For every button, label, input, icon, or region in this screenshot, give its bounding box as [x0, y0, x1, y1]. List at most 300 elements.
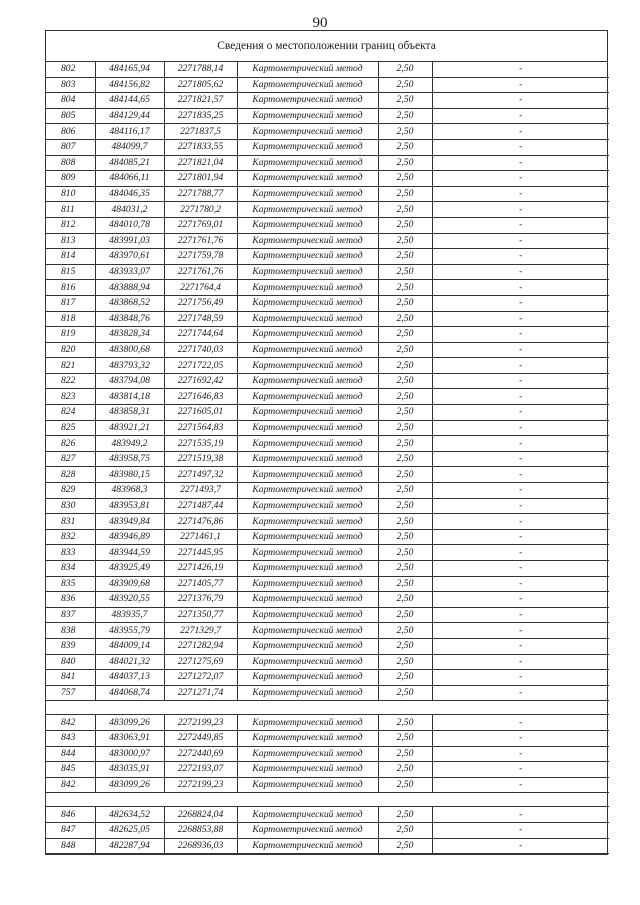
- point-number-cell: 817: [46, 295, 95, 311]
- table-row: [46, 62, 609, 77]
- precision-cell: 2,50: [378, 730, 432, 746]
- point-number-cell: 841: [46, 670, 95, 686]
- table-row: [46, 670, 609, 686]
- point-number-cell: 842: [46, 777, 95, 793]
- x-coordinate-cell: 483980,15: [95, 467, 164, 483]
- precision-cell: 2,50: [378, 777, 432, 793]
- point-number-cell: 804: [46, 93, 95, 109]
- table-row: [46, 807, 609, 823]
- description-cell: -: [432, 108, 609, 124]
- table-caption: Сведения о местоположении границ объекта: [46, 31, 607, 62]
- point-number-cell: 820: [46, 342, 95, 358]
- precision-cell: 2,50: [378, 561, 432, 577]
- description-cell: -: [432, 746, 609, 762]
- table-row: [46, 295, 609, 311]
- x-coordinate-cell: 483968,3: [95, 483, 164, 499]
- precision-cell: 2,50: [378, 822, 432, 838]
- precision-cell: 2,50: [378, 498, 432, 514]
- method-cell: Картометрический метод: [237, 264, 378, 280]
- y-coordinate-cell: 2271461,1: [164, 529, 237, 545]
- description-cell: -: [432, 124, 609, 140]
- table-row: [46, 171, 609, 187]
- description-cell: -: [432, 654, 609, 670]
- y-coordinate-cell: 2271275,69: [164, 654, 237, 670]
- method-cell: Картометрический метод: [237, 730, 378, 746]
- precision-cell: 2,50: [378, 638, 432, 654]
- table-row: [46, 654, 609, 670]
- y-coordinate-cell: 2271805,62: [164, 77, 237, 93]
- method-cell: Картометрический метод: [237, 514, 378, 530]
- description-cell: -: [432, 529, 609, 545]
- x-coordinate-cell: 483991,03: [95, 233, 164, 249]
- y-coordinate-cell: 2271759,78: [164, 249, 237, 265]
- x-coordinate-cell: 482634,52: [95, 807, 164, 823]
- method-cell: Картометрический метод: [237, 715, 378, 731]
- description-cell: -: [432, 762, 609, 778]
- x-coordinate-cell: 483793,32: [95, 358, 164, 374]
- method-cell: Картометрический метод: [237, 638, 378, 654]
- y-coordinate-cell: 2268936,03: [164, 838, 237, 854]
- table-row: [46, 514, 609, 530]
- method-cell: Картометрический метод: [237, 139, 378, 155]
- point-number-cell: 839: [46, 638, 95, 654]
- precision-cell: 2,50: [378, 715, 432, 731]
- table-row: [46, 762, 609, 778]
- precision-cell: 2,50: [378, 483, 432, 499]
- table-row: [46, 746, 609, 762]
- y-coordinate-cell: 2272199,23: [164, 715, 237, 731]
- precision-cell: 2,50: [378, 124, 432, 140]
- description-cell: -: [432, 670, 609, 686]
- x-coordinate-cell: 483970,61: [95, 249, 164, 265]
- precision-cell: 2,50: [378, 467, 432, 483]
- method-cell: Картометрический метод: [237, 746, 378, 762]
- point-number-cell: 846: [46, 807, 95, 823]
- precision-cell: 2,50: [378, 436, 432, 452]
- y-coordinate-cell: 2271405,77: [164, 576, 237, 592]
- method-cell: Картометрический метод: [237, 108, 378, 124]
- point-number-cell: 830: [46, 498, 95, 514]
- precision-cell: 2,50: [378, 155, 432, 171]
- precision-cell: 2,50: [378, 108, 432, 124]
- description-cell: -: [432, 451, 609, 467]
- method-cell: Картометрический метод: [237, 623, 378, 639]
- point-number-cell: 831: [46, 514, 95, 530]
- precision-cell: 2,50: [378, 62, 432, 77]
- method-cell: Картометрический метод: [237, 155, 378, 171]
- y-coordinate-cell: 2271764,4: [164, 280, 237, 296]
- y-coordinate-cell: 2271426,19: [164, 561, 237, 577]
- method-cell: Картометрический метод: [237, 436, 378, 452]
- y-coordinate-cell: 2271535,19: [164, 436, 237, 452]
- description-cell: -: [432, 62, 609, 77]
- x-coordinate-cell: 484009,14: [95, 638, 164, 654]
- method-cell: Картометрический метод: [237, 249, 378, 265]
- x-coordinate-cell: 483099,26: [95, 715, 164, 731]
- point-number-cell: 814: [46, 249, 95, 265]
- table-row: [46, 451, 609, 467]
- method-cell: Картометрический метод: [237, 93, 378, 109]
- table-row: [46, 592, 609, 608]
- method-cell: Картометрический метод: [237, 405, 378, 421]
- point-number-cell: 826: [46, 436, 95, 452]
- precision-cell: 2,50: [378, 77, 432, 93]
- x-coordinate-cell: 483909,68: [95, 576, 164, 592]
- precision-cell: 2,50: [378, 202, 432, 218]
- point-number-cell: 845: [46, 762, 95, 778]
- method-cell: Картометрический метод: [237, 685, 378, 701]
- table-row: [46, 139, 609, 155]
- precision-cell: 2,50: [378, 171, 432, 187]
- x-coordinate-cell: 484116,17: [95, 124, 164, 140]
- description-cell: -: [432, 358, 609, 374]
- y-coordinate-cell: 2272193,07: [164, 762, 237, 778]
- y-coordinate-cell: 2271722,05: [164, 358, 237, 374]
- description-cell: -: [432, 373, 609, 389]
- description-cell: -: [432, 777, 609, 793]
- description-cell: -: [432, 498, 609, 514]
- x-coordinate-cell: 483794,08: [95, 373, 164, 389]
- precision-cell: 2,50: [378, 545, 432, 561]
- precision-cell: 2,50: [378, 327, 432, 343]
- point-number-cell: 811: [46, 202, 95, 218]
- table-row: [46, 638, 609, 654]
- description-cell: -: [432, 311, 609, 327]
- table-row: [46, 358, 609, 374]
- y-coordinate-cell: 2271493,7: [164, 483, 237, 499]
- y-coordinate-cell: 2271821,04: [164, 155, 237, 171]
- description-cell: -: [432, 638, 609, 654]
- x-coordinate-cell: 483949,2: [95, 436, 164, 452]
- point-number-cell: 833: [46, 545, 95, 561]
- precision-cell: 2,50: [378, 529, 432, 545]
- point-number-cell: 808: [46, 155, 95, 171]
- table-row: [46, 715, 609, 731]
- table-row: [46, 124, 609, 140]
- point-number-cell: 832: [46, 529, 95, 545]
- description-cell: -: [432, 405, 609, 421]
- table-row: [46, 498, 609, 514]
- y-coordinate-cell: 2271788,14: [164, 62, 237, 77]
- description-cell: -: [432, 807, 609, 823]
- x-coordinate-cell: 483063,91: [95, 730, 164, 746]
- precision-cell: 2,50: [378, 311, 432, 327]
- precision-cell: 2,50: [378, 233, 432, 249]
- method-cell: Картометрический метод: [237, 451, 378, 467]
- table-row: [46, 420, 609, 436]
- precision-cell: 2,50: [378, 373, 432, 389]
- x-coordinate-cell: 483800,68: [95, 342, 164, 358]
- precision-cell: 2,50: [378, 685, 432, 701]
- precision-cell: 2,50: [378, 217, 432, 233]
- precision-cell: 2,50: [378, 280, 432, 296]
- precision-cell: 2,50: [378, 405, 432, 421]
- y-coordinate-cell: 2271519,38: [164, 451, 237, 467]
- table-row: [46, 838, 609, 854]
- method-cell: Картометрический метод: [237, 373, 378, 389]
- table-row: [46, 155, 609, 171]
- description-cell: -: [432, 217, 609, 233]
- point-number-cell: 828: [46, 467, 95, 483]
- x-coordinate-cell: 483946,89: [95, 529, 164, 545]
- y-coordinate-cell: 2271487,44: [164, 498, 237, 514]
- method-cell: Картометрический метод: [237, 124, 378, 140]
- point-number-cell: 802: [46, 62, 95, 77]
- precision-cell: 2,50: [378, 451, 432, 467]
- point-number-cell: 819: [46, 327, 95, 343]
- description-cell: -: [432, 171, 609, 187]
- x-coordinate-cell: 483000,97: [95, 746, 164, 762]
- method-cell: Картометрический метод: [237, 233, 378, 249]
- method-cell: Картометрический метод: [237, 483, 378, 499]
- point-number-cell: 842: [46, 715, 95, 731]
- y-coordinate-cell: 2271744,64: [164, 327, 237, 343]
- x-coordinate-cell: 483953,81: [95, 498, 164, 514]
- method-cell: Картометрический метод: [237, 295, 378, 311]
- method-cell: Картометрический метод: [237, 420, 378, 436]
- table-row: [46, 623, 609, 639]
- method-cell: Картометрический метод: [237, 77, 378, 93]
- y-coordinate-cell: 2271329,7: [164, 623, 237, 639]
- method-cell: Картометрический метод: [237, 498, 378, 514]
- description-cell: -: [432, 77, 609, 93]
- method-cell: Картометрический метод: [237, 576, 378, 592]
- precision-cell: 2,50: [378, 249, 432, 265]
- table-row: [46, 280, 609, 296]
- precision-cell: 2,50: [378, 607, 432, 623]
- x-coordinate-cell: 484066,11: [95, 171, 164, 187]
- y-coordinate-cell: 2271445,95: [164, 545, 237, 561]
- description-cell: -: [432, 295, 609, 311]
- point-number-cell: 836: [46, 592, 95, 608]
- group-separator-cell: [46, 793, 609, 807]
- description-cell: -: [432, 420, 609, 436]
- x-coordinate-cell: 484046,35: [95, 186, 164, 202]
- table-row: [46, 389, 609, 405]
- description-cell: -: [432, 838, 609, 854]
- method-cell: Картометрический метод: [237, 529, 378, 545]
- y-coordinate-cell: 2271605,01: [164, 405, 237, 421]
- description-cell: -: [432, 155, 609, 171]
- y-coordinate-cell: 2271692,42: [164, 373, 237, 389]
- point-number-cell: 822: [46, 373, 95, 389]
- method-cell: Картометрический метод: [237, 280, 378, 296]
- point-number-cell: 813: [46, 233, 95, 249]
- description-cell: -: [432, 576, 609, 592]
- method-cell: Картометрический метод: [237, 467, 378, 483]
- description-cell: -: [432, 545, 609, 561]
- x-coordinate-cell: 483848,76: [95, 311, 164, 327]
- x-coordinate-cell: 483868,52: [95, 295, 164, 311]
- method-cell: Картометрический метод: [237, 171, 378, 187]
- precision-cell: 2,50: [378, 576, 432, 592]
- method-cell: Картометрический метод: [237, 762, 378, 778]
- y-coordinate-cell: 2272440,69: [164, 746, 237, 762]
- x-coordinate-cell: 482287,94: [95, 838, 164, 854]
- point-number-cell: 812: [46, 217, 95, 233]
- x-coordinate-cell: 483828,34: [95, 327, 164, 343]
- description-cell: -: [432, 249, 609, 265]
- description-cell: -: [432, 436, 609, 452]
- description-cell: -: [432, 607, 609, 623]
- method-cell: Картометрический метод: [237, 327, 378, 343]
- point-number-cell: 821: [46, 358, 95, 374]
- boundary-sheet: [45, 30, 608, 855]
- x-coordinate-cell: 483858,31: [95, 405, 164, 421]
- x-coordinate-cell: 484031,2: [95, 202, 164, 218]
- precision-cell: 2,50: [378, 807, 432, 823]
- y-coordinate-cell: 2271788,77: [164, 186, 237, 202]
- x-coordinate-cell: 483920,55: [95, 592, 164, 608]
- x-coordinate-cell: 483955,79: [95, 623, 164, 639]
- x-coordinate-cell: 483035,91: [95, 762, 164, 778]
- y-coordinate-cell: 2271837,5: [164, 124, 237, 140]
- x-coordinate-cell: 484085,21: [95, 155, 164, 171]
- x-coordinate-cell: 483888,94: [95, 280, 164, 296]
- description-cell: -: [432, 93, 609, 109]
- y-coordinate-cell: 2271769,01: [164, 217, 237, 233]
- y-coordinate-cell: 2272199,23: [164, 777, 237, 793]
- y-coordinate-cell: 2271835,25: [164, 108, 237, 124]
- description-cell: -: [432, 342, 609, 358]
- point-number-cell: 834: [46, 561, 95, 577]
- table-row: [46, 77, 609, 93]
- y-coordinate-cell: 2271801,94: [164, 171, 237, 187]
- method-cell: Картометрический метод: [237, 62, 378, 77]
- precision-cell: 2,50: [378, 389, 432, 405]
- method-cell: Картометрический метод: [237, 777, 378, 793]
- x-coordinate-cell: 484156,82: [95, 77, 164, 93]
- y-coordinate-cell: 2271756,49: [164, 295, 237, 311]
- table-row: [46, 607, 609, 623]
- y-coordinate-cell: 2271564,83: [164, 420, 237, 436]
- y-coordinate-cell: 2271376,79: [164, 592, 237, 608]
- point-number-cell: 827: [46, 451, 95, 467]
- description-cell: -: [432, 264, 609, 280]
- y-coordinate-cell: 2271821,57: [164, 93, 237, 109]
- y-coordinate-cell: 2271350,77: [164, 607, 237, 623]
- point-number-cell: 838: [46, 623, 95, 639]
- description-cell: -: [432, 685, 609, 701]
- point-number-cell: 847: [46, 822, 95, 838]
- table-row: [46, 264, 609, 280]
- method-cell: Картометрический метод: [237, 202, 378, 218]
- point-number-cell: 816: [46, 280, 95, 296]
- point-number-cell: 807: [46, 139, 95, 155]
- table-row: [46, 311, 609, 327]
- table-row: [46, 777, 609, 793]
- table-row: [46, 93, 609, 109]
- x-coordinate-cell: 484129,44: [95, 108, 164, 124]
- point-number-cell: 809: [46, 171, 95, 187]
- x-coordinate-cell: 483921,21: [95, 420, 164, 436]
- table-row: [46, 545, 609, 561]
- precision-cell: 2,50: [378, 93, 432, 109]
- method-cell: Картометрический метод: [237, 807, 378, 823]
- table-row: [46, 483, 609, 499]
- method-cell: Картометрический метод: [237, 342, 378, 358]
- precision-cell: 2,50: [378, 358, 432, 374]
- y-coordinate-cell: 2271761,76: [164, 264, 237, 280]
- description-cell: -: [432, 202, 609, 218]
- method-cell: Картометрический метод: [237, 838, 378, 854]
- y-coordinate-cell: 2271740,03: [164, 342, 237, 358]
- x-coordinate-cell: 484165,94: [95, 62, 164, 77]
- method-cell: Картометрический метод: [237, 217, 378, 233]
- x-coordinate-cell: 483933,07: [95, 264, 164, 280]
- y-coordinate-cell: 2271646,83: [164, 389, 237, 405]
- point-number-cell: 806: [46, 124, 95, 140]
- table-row: [46, 373, 609, 389]
- table-row: [46, 233, 609, 249]
- coordinates-table: [46, 62, 609, 854]
- description-cell: -: [432, 186, 609, 202]
- table-row: [46, 685, 609, 701]
- table-row: [46, 405, 609, 421]
- table-row: [46, 186, 609, 202]
- description-cell: -: [432, 514, 609, 530]
- method-cell: Картометрический метод: [237, 654, 378, 670]
- table-row: [46, 730, 609, 746]
- point-number-cell: 803: [46, 77, 95, 93]
- x-coordinate-cell: 484068,74: [95, 685, 164, 701]
- method-cell: Картометрический метод: [237, 186, 378, 202]
- precision-cell: 2,50: [378, 342, 432, 358]
- description-cell: -: [432, 327, 609, 343]
- point-number-cell: 835: [46, 576, 95, 592]
- coordinates-table-body: [46, 62, 609, 854]
- description-cell: -: [432, 139, 609, 155]
- description-cell: -: [432, 592, 609, 608]
- precision-cell: 2,50: [378, 670, 432, 686]
- y-coordinate-cell: 2271476,86: [164, 514, 237, 530]
- y-coordinate-cell: 2271271,74: [164, 685, 237, 701]
- table-row: [46, 436, 609, 452]
- table-row: [46, 529, 609, 545]
- y-coordinate-cell: 2271833,55: [164, 139, 237, 155]
- method-cell: Картометрический метод: [237, 607, 378, 623]
- x-coordinate-cell: 484021,32: [95, 654, 164, 670]
- table-row: [46, 576, 609, 592]
- table-row: [46, 108, 609, 124]
- x-coordinate-cell: 484010,78: [95, 217, 164, 233]
- precision-cell: 2,50: [378, 264, 432, 280]
- y-coordinate-cell: 2268853,88: [164, 822, 237, 838]
- y-coordinate-cell: 2272449,85: [164, 730, 237, 746]
- table-row: [46, 217, 609, 233]
- page-number: 90: [312, 15, 328, 31]
- method-cell: Картометрический метод: [237, 561, 378, 577]
- method-cell: Картометрический метод: [237, 592, 378, 608]
- y-coordinate-cell: 2271780,2: [164, 202, 237, 218]
- y-coordinate-cell: 2271497,32: [164, 467, 237, 483]
- point-number-cell: 844: [46, 746, 95, 762]
- x-coordinate-cell: 484099,7: [95, 139, 164, 155]
- y-coordinate-cell: 2271282,94: [164, 638, 237, 654]
- table-row: [46, 467, 609, 483]
- method-cell: Картометрический метод: [237, 358, 378, 374]
- point-number-cell: 805: [46, 108, 95, 124]
- table-row: [46, 822, 609, 838]
- point-number-cell: 815: [46, 264, 95, 280]
- point-number-cell: 843: [46, 730, 95, 746]
- description-cell: -: [432, 561, 609, 577]
- y-coordinate-cell: 2271272,07: [164, 670, 237, 686]
- x-coordinate-cell: 483925,49: [95, 561, 164, 577]
- precision-cell: 2,50: [378, 592, 432, 608]
- precision-cell: 2,50: [378, 746, 432, 762]
- point-number-cell: 840: [46, 654, 95, 670]
